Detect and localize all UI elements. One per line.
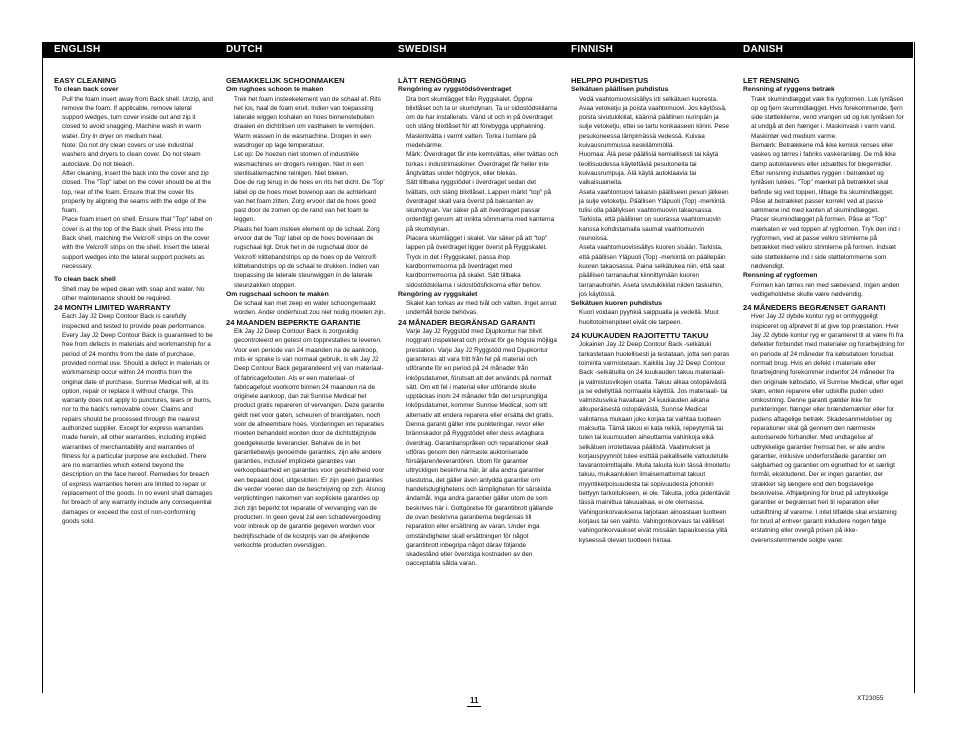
paragraph: Skalet kan torkas av med tvål och vatten. Inget annat underhåll borde behövas. — [406, 300, 557, 317]
column-dutch — [226, 76, 386, 676]
paragraph: Plaats het foam insteek element op de schaal. Zorg ervoor dat de 'Top' label op de hoes bovenaan de rugschaal ligt. Druk het in de rugschaal door de Velcro® klittebandstrips op de hoes op de Velcro® klittebandstrips op de schaal te drukken. Indien van toepassing de laterale steunwiggen in de laterale steunzakken stoppen. — [234, 225, 380, 289]
header-finnish: FINNISH — [571, 44, 614, 55]
cleaning-heading: HELPPO PUHDISTUS — [571, 76, 649, 85]
paragraph: Vedä vaahtomuovisisällys irti selkätuen kuoresta. Avaa vetoketju ja poista vaahtomuovi. Jos käytössä, poista sivutukikiilat, käännä päällinen nurinpäin ja sulje vetoketju, ettei se tartu konkaaseen kiinni. Pese pesukoneessa lämpimässä vedessä. Kuivaa kuivausrummussa keskilämmöllä. — [579, 95, 729, 150]
paragraph: Shell may be wiped clean with soap and water. No other maintenance should be required. — [62, 285, 205, 302]
cleaning-heading: GEMAKKELIJK SCHOONMAKEN — [226, 76, 345, 85]
paragraph: Note: Do not dry clean covers or use industrial washers and dryers to clean cover. Do not steam autoclave. Do not bleach. — [62, 142, 201, 168]
column-finnish — [571, 76, 731, 676]
clean-shell-subheading: Rensning af rygformen — [743, 272, 818, 280]
header-dutch: DUTCH — [226, 44, 263, 55]
clean-shell-subheading: Om rugschaal schoon te maken — [226, 290, 329, 298]
paragraph: Let op: De hoezen niet stomen of industriële wasmachines en drogers reinigen. Niet in een sterilisatiemachine reinigen. Niet bleken. — [234, 151, 364, 177]
clean-cover-subheading: To clean back cover — [54, 86, 119, 94]
warranty-heading: 24 MÅNADER BEGRÄNSAD GARANTI — [398, 317, 536, 327]
paragraph: Pull the foam insert away from Back shell. Unzip, and remove the foam. If applicable, remove lateral support wedges, turn cover inside out and zip it closed to avoid snagging. Machine wash in warm water. Dry in dryer on medium heat. — [62, 95, 213, 140]
paragraph: Trek het foam insteekelement van de schaal af. Rits het los, haal de foam eruit. Indien van toepassing laterale wiggen loshalen en hoes binnenstebuiten draaien en dichtritsen om vasthaken te vermijden. Warm wassen in de wasmachine. Drogen in een wasdroger op lage temperatuur. — [234, 95, 381, 150]
column-danish — [743, 76, 905, 676]
clean-cover-subheading: Om rughoes schoon te maken — [226, 86, 324, 94]
clean-shell-subheading: To clean back shell — [54, 276, 116, 284]
clean-cover-subheading: Rengöring av ryggstödsöverdraget — [398, 86, 512, 94]
paragraph: Placer skumindlægget på formen. Påse at "Top" mærkaten er ved toppen af rygformen. Tryk den ind i rygformen, ved at passe velkro strimlerne på betrækket med velkro strimlerne på formen. Indsæt side støttekilerne ind i side støttelommerne som nødvendigt. — [751, 216, 900, 270]
paragraph: Aseta vaahtomuovisisällys kuoren sisään. Tarkista, että päällisen Yläpuoli (Top) -merkintä on päällepäin kuoren takaosassa. Paina selkätukea niin, että saat päällisen tarranauhat kiinnittymään kuoren tarranauhoihin. Aseta sivutukikiilat niiden taskuihin, jos käytössä. — [579, 244, 726, 298]
column-swedish — [398, 76, 558, 676]
paragraph: Place foam insert on shell. Ensure that "Top" label on cover is at the top of the Back shell. Press into the Back shell, matching the Velcro® strips on the cover with the Velcro® strips on the shell. Insert the lateral support wedges into the lateral support pockets as necessary. — [62, 216, 213, 270]
header-english: ENGLISH — [54, 44, 101, 55]
warranty-text: Jokainen Jay J2 Deep Contour Back -selkätuki tarkastetaan huolellisesti ja testataan, jotta sen paras toiminta varmistetaan. Kaikilla Jay J2 Deep Contour Back -selkätuilla on 24 kuukauden takuu materiaali- ja valmistusvikojen osalta. Takuu alkaa ostopäivästä ja se edellyttää normaalia käyttöä. Jos materiaali- tai valmistusvika havaitaan 24 kuukauden aikana alkuperäisestä ostopäivästä, Sunrise Medical valintansa mukaan joko korjaa tai vaihtaa tuotteen maksutta. Tämä takuu ei kata reikiä, repeytymiä tai tulen tai kuumuuden aiheuttamia vahinkoja eikä selkätuen irrotettavaa päällistä. Vaatimukset ja korjauspyynnöt tulee esittää paikalliselle valtuutetulle tavarantoimittajalle. Muita takuita kuin tässä ilmoitettu takuu, mukaanlukien ilmaisemattomat takuut myyntikelpoisuudesta tai sopivuudesta johonkin tiettyyn tarkoitukseen, ei ole. Takuita, jotka pidentävät tässä mainittua takuuaikaa, ei ole olemassa. Vahingonkorvauksena tarjotaan ainoastaan tuotteen korjaus tai sen vaihto. Vahingonkorvaus tai välilliset vahingonkorvaukset eivät missään tapauksessa ylitä kyseessä olevan tuotteen hintaa. — [579, 341, 730, 544]
clean-shell-subheading: Rengöring av ryggskalet — [398, 290, 478, 298]
document-code: XT23055 — [857, 695, 884, 702]
paragraph: Märk: Överdraget får inte kemtvättas, eller tvättas och torkas i industrimaskiner. Överdraget får heller inte ångtvättas under högtryck, eller blekas. — [406, 151, 558, 177]
column-english — [54, 76, 214, 676]
paragraph: Huomaa: Älä pese päällisiä kemiallisesti tai käytä teollisuudessa käytettäviä pesukoneita tai kuivausrumpuja. Älä käytä autoklaavia tai valkaisuaineita. — [579, 151, 719, 187]
warranty-heading: 24 MÅNEDERS BEGRÆNSET GARANTI — [743, 303, 886, 313]
clean-cover-subheading: Rensning af ryggens betræk — [743, 86, 835, 94]
paragraph: Doe de rug terug in de hoes en rits het dicht. De 'Top' label op de hoes moet bovenop aan de achterkant van het foam zitten. Zorg ervoor dat de hoes goed past door de zomen op de rand van het foam te leggen. — [234, 179, 385, 224]
paragraph: Aseta vaahtomuovi takaisin päälliseen pesun jälkeen ja sulje vetoketju. Päällisen Yläpuoli (Top) -merkintä tulisi olla päällyksen vaahtomuovin takaosassa. Tarkista, että päällinen on suorassa vaahtomuovin kanssa kohdistamalla saumat vaahtomuovin reunoissa. — [579, 188, 729, 243]
warranty-heading: 24 KUUKAUDEN RAJOITETTU TAKUU — [571, 331, 709, 341]
paragraph: Træk skumindlægget væk fra rygformen. Luk lynlåsen op og fjern skumindlægget. Hvis forekommende, fjern side støttekilerne, vend vrangen ud og luk lynlåsen for at undgå at den hænger i. Maskinvask i varm vand. Maskintør ved medium varme. — [751, 95, 904, 140]
paragraph: De schaal kan met zeep en water schoongemaakt worden. Ander onderhoud zou niet nodig moeten zijn. — [234, 300, 386, 317]
paragraph: Placera skumlägget i skalet. Var säker på att "top" lappen på överdraget ligger överst på Ryggskalet. Tryck in det i Ryggskalet, passa ihop kardborrremsorna på överdraget med kardborrremsorna på skalet. Sätt tillbaka sidostödskilarna i sidostödsfickorna efter behov. — [406, 235, 548, 289]
clean-cover-subheading: Selkätuen päällisen puhdistus — [571, 86, 669, 94]
warranty-heading: 24 MONTH LIMITED WARRANTY — [54, 303, 171, 313]
warranty-text: Varje Jay J2 Ryggstöd med Djupkontur har blivit noggrant inspekterat och prövat för ge högsta möjliga prestation. Varje Jay J2 Ryggstöd med Djupkontur garanteras att vara fritt från fel på material och utförande för en period på 24 månader från inköpsdatumet, förutsatt att det används på normalt sätt. Om ett fel i material eller utförande skulle upptäckas inom 24 månader från det ursprungliga inköpsdatumet, kommer Sunrise Medical, som sitt alternativ att endera reparera eller ersätta det gratis. Denna garanti gäller inte punkteringar, revor eller brännskador på Ryggstödet eller dess avtagbara överdrag. Garantianspråken och reparationer skall utföras genom den närmaste auktoriserade försäljaren/leverantören. Utom för garantier uttryckligen beskrivna här, är alla andra garantier utestutna, det gäller även antydda garantier om handelsduglighetens och lämpligheten för särskilda ändamål. Inga andra garantier gäller utom de som beskrives här i. Gottgörelse för garantibrott gällande de ovan beskrivna garantierna begränsas till reparation eller ersättning av varan. Under inga omständigheter skall ersättningen för något garantibrott inbegripa något därav följande skadestånd eller överstiga kostnaden av den oacceptabla sålda varan. — [406, 328, 557, 568]
warranty-text: Hver Jay J2 dybde kontur ryg er omhyggeligt inspiceret og afprøvet til at give top præstation. Hver Jay J2 dybde kontur ryg er garanteret til at være fri fra defekter forbundet med materialer og forarbejdning for en periode af 24 måneder fra købsdatoen forudsat normalt brug. Hvis en defekt i materiale eller forarbejdning forekommer indenfor 24 måneder fra den originale købsdato, vil Sunrise Medical, efter eget skøn, enten reparere eller udskifte puden uden omkostning. Denne garanti gælder ikke for punkteringer, flænger eller brændemærker eller for pudens aftagelige betræk. Skadesanmeldelser og reparationer skal gå gennem den nærmeste autoriserede forhandler. Med undtagelse af udtrykkelige garantier fremsat her, er alle andre garantier, inklusive underforståede garantier om salgbarhed og garantier om egnethed for et særligt formål, ekskluderet. Der er ingen garantier, der strækker sig længere end den bogstavelige beskrivelse. Afhjælpning for brud på udtrykkelige garantier er begrænset heri til reparation eller udskiftning af varerne. I intet tilfælde skal erstatning for brud af enhver garanti inkludere nogen følge erstatning eller overgå prisen på ikke-overensstemmende solgte varer. — [751, 313, 905, 544]
paragraph: Kuori voidaan pyyhkiä saippualla ja vedellä. Muut huoltotoimenpiteet eivät ole tarpeen. — [579, 309, 719, 326]
paragraph: Efter rensning indsættes ryggen i betrækket og lynlåsen lukkes. "Top" mærket på betrækket skal befinde sig ved toppen, tilbage fra skumindlægget. Påse at betrækket passer korrekt ved at passe sømmene ind med kanten af skumindlægget. — [751, 169, 894, 215]
page-number: 11 — [470, 696, 479, 705]
warranty-text: Elk Jay J2 Deep Contour Back is zorgvuldig gecontroleerd en getest om topprestaties te leveren. Voor een periode van 24 maanden na de aankoop, mits er sprake is van normaal gebruik, is elk Jay J2 Deep Contour Back gegarandeerd vrij van materiaal- of fabricagefouten. Als er een materiaal- of fabricagefout voorkomt binnen 24 maanden na de originele aankoop, dan zal Sunrise Medical het product gratis repareren of vervangen. Deze garantie geldt niet voor gaten, scheuren of brandgaten, noch voor de afneembare hoes. Vorderingen en reparaties moeten behandeld worden door de dichtstbijzijnde goedgekeurde leverancier. Behalve de in het garantiebewijs genoemde garanties, zijn alle andere garanties, inclusief impliciete garanties van verkoopbaarheid en garanties voor geschiktheid voor een bepaald doel, uitgesloten. Er zijn geen garanties die verder voeren dan de beschrijving op zich. Alsnog verplichtingen nakomen van expliciete garanties op zich zijn beperkt tot reparatie of vervanging van de producten. In geen geval zal een schadevergoeding voor inbreuk op de garantie gegeven worden voor bedrijfsschade of de kostprijs van de afwijkende verkochte producten overstijgen. — [234, 328, 386, 549]
paragraph: Sätt tillbaka ryggstödet i överdraget sedan det tvättats, och stäng blixtlåset. Lappen märkt "top" på överdraget skall vara överst på baksanten av skumdynan. Var säker på att överdraget passar ordentligt genom att inrikta sömmarna med kanterna på skumdynan. — [406, 179, 555, 233]
paragraph: Dra bort skumlägget från Ryggskalet. Öppna blixtlåset och ta ur skumdynan. Ta ur sidostödskilarna om de har installerats. Vänd ut och in på överdraget och stäng blixtlåset för att förebygga upphakning. Maskintvätta i varmt vatten. Torka i tumlare på medelvärme. — [406, 95, 558, 150]
warranty-text: Each Jay J2 Deep Contour Back is carefully inspected and tested to provide peak performance. Every Jay J2 Deep Contour Back is guaranteed to be free from defects in materials and workmanship for a period of 24 months from the date of purchase, provided normal use. Should a defect in materials or workmanship occur within 24 months from the original date of purchase, Sunrise Medical will, at its option, repair or replace it without charge. This warranty does not apply to punctures, tears or burns, nor to the back's removable cover. Claims and repairs should be processed through the nearest authorized supplier. Except for express warranties made herein, all other warranties, including implied warranties of merchantability and warranties of fitness for a particular purpose are excluded. There are no warranties which extend beyond the description on the face hereof. Remedies for breach of express warranties herein are limited to repair or replacement of the goods. In no event shall damages for breach of any warranty include any consequential damages or exceed the cost of non-conforming goods sold. — [62, 313, 213, 525]
cleaning-heading: LET RENSNING — [743, 76, 800, 85]
cleaning-heading: LÄTT RENGÖRING — [398, 76, 467, 85]
clean-shell-subheading: Selkätuen kuoren puhdistus — [571, 300, 663, 308]
header-danish: DANISH — [743, 44, 784, 55]
paragraph: Formen kan tørres ren med sæbevand. Ingen anden vedligeholdelse skulle være nødvendig. — [751, 281, 900, 298]
warranty-heading: 24 MAANDEN BEPERKTE GARANTIE — [226, 317, 361, 327]
header-swedish: SWEDISH — [398, 44, 447, 55]
paragraph: Bemærk: Betrækkene må ikke kemisk renses eller vaskes og tørres i fabriks vaskeranlæg. De må ikke damp autoklaveres eller udsættes for blegemidler. — [751, 142, 896, 168]
cleaning-heading: EASY CLEANING — [54, 76, 117, 85]
paragraph: After cleaning, insert the back into the cover and zip closed. The "Top" label on the cover should be at the top, rear of the foam. Ensure that the cover fits properly by aligning the seams with the edge of the foam. — [62, 169, 212, 215]
